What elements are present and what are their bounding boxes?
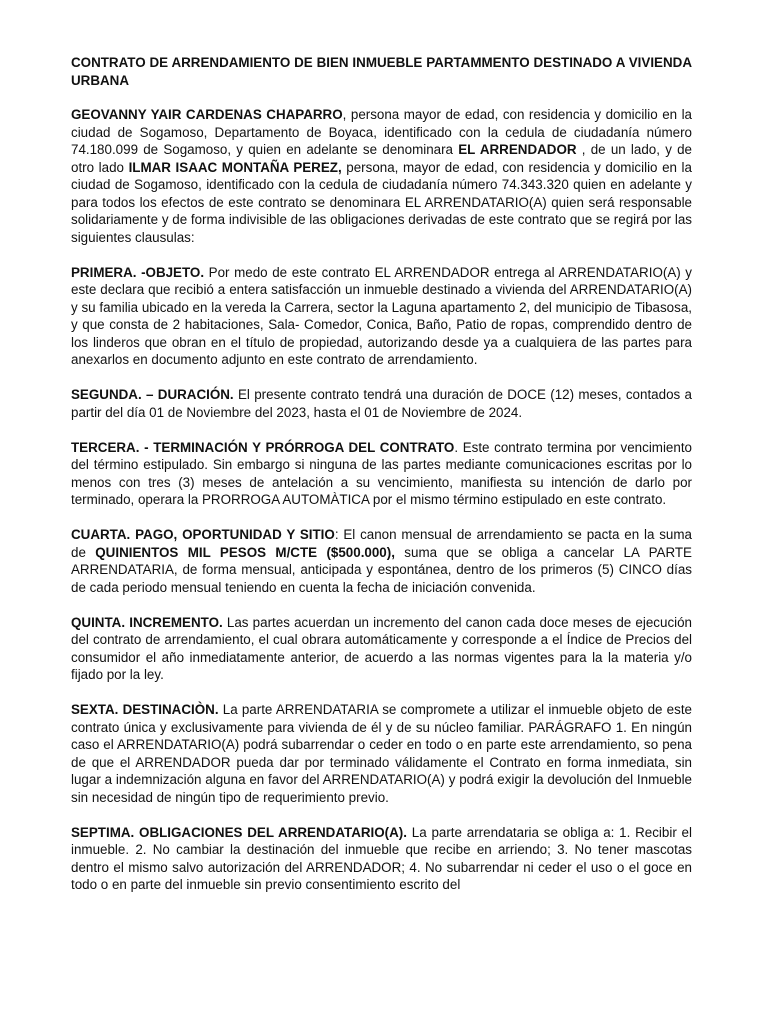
clause-cuarta-amount: QUINIENTOS MIL PESOS M/CTE ($500.000), <box>95 544 395 560</box>
clause-tercera-text: . Este contrato termina por vencimiento del término estipulado. Sin embargo si ninguna de las partes mediante comunicaciones escritas por lo menos con tres (3) meses de antelación a su vencimiento, manifiesta su intención de darlo por terminado, operara la PRORROGA AUTOMÀTICA por el mismo término estipulado en este contrato. <box>71 439 692 507</box>
clause-primera-heading: PRIMERA. -OBJETO. <box>71 264 205 280</box>
clause-primera <box>71 264 692 369</box>
intro-paragraph <box>71 106 692 246</box>
arrendador-label: EL ARRENDADOR <box>458 142 577 157</box>
clause-cuarta-text-1: : El canon mensual de arrendamiento se pacta en la suma de <box>71 527 692 560</box>
clause-segunda-heading: SEGUNDA. – DURACIÓN. <box>71 387 234 402</box>
clause-primera-text: Por medo de este contrato EL ARRENDADOR entrega al ARRENDATARIO(A) y este declara que recibió a entera satisfacción un inmueble destinado a vivienda del ARRENDATARIO(A) y su familia ubicado en la vereda la Carrera, sector la Laguna apartamento 2, del municipio de Tibasosa, y que consta de 2 habitaciones, Sala- Comedor, Conica, Baño, Patio de ropas, comprendido dentro de los linderos que obran en el título de propiedad, autorizando desde ya a cualquiera de las partes para anexarlos en documento adjunto en este contrato de arrendamiento. <box>71 264 692 367</box>
intro-text-1: , persona mayor de edad, con residencia y domicilio en la ciudad de Sogamoso, Departamento de Boyaca, identificado con la cedula de ciudadanía número 74.180.099 de Sogamoso, y quien en adelante se denominara <box>71 107 692 157</box>
arrendatario-name: ILMAR ISAAC MONTAÑA PEREZ, <box>128 159 342 175</box>
arrendador-name: GEOVANNY YAIR CARDENAS CHAPARRO <box>71 107 343 122</box>
clause-sexta <box>71 701 692 806</box>
intro-text-3: persona, mayor de edad, con residencia y domicilio en la ciudad de Sogamoso, identificado con la cedula de ciudadanía número 74.343.320 quien en adelante y para todos los efectos de este contrato se denominara EL ARRENDATARIO(A) quien será responsable solidariamente y de forma indivisible de las obligaciones derivadas de este contrato que se regirá por las siguientes clausulas: <box>71 159 692 245</box>
clause-quinta <box>71 614 692 684</box>
clause-cuarta-heading: CUARTA. PAGO, OPORTUNIDAD Y SITIO <box>71 527 335 542</box>
clause-tercera <box>71 439 692 509</box>
clause-quinta-heading: QUINTA. INCREMENTO. <box>71 614 223 630</box>
clause-segunda-text: El presente contrato tendrá una duración de DOCE (12) meses, contados a partir del día 01 de Noviembre del 2023, hasta el 01 de Noviembre de 2024. <box>71 387 692 420</box>
clause-segunda <box>71 386 692 421</box>
clause-septima-text: La parte arrendataria se obliga a: 1. Recibir el inmueble. 2. No cambiar la destinación del inmueble que recibe en arriendo; 3. No tener mascotas dentro el mismo salvo autorización del ARRENDADOR; 4. No subarrendar ni ceder el uso o el goce en todo o en parte del inmueble sin previo consentimiento escrito del <box>71 824 692 892</box>
clause-septima <box>71 824 692 894</box>
clause-sexta-heading: SEXTA. DESTINACIÒN. <box>71 702 219 717</box>
clause-quinta-text: Las partes acuerdan un incremento del canon cada doce meses de ejecución del contrato de arrendamiento, el cual obrara automáticamente y corresponde a el Índice de Precios del consumidor el año inmediatamente anterior, de acuerdo a las normas vigentes para la la materia y/o fijado por la ley. <box>71 614 693 682</box>
contract-title: CONTRATO DE ARRENDAMIENTO DE BIEN INMUEBLE PARTAMMENTO DESTINADO A VIVIENDA URBANA <box>71 55 692 88</box>
clause-sexta-text: La parte ARRENDATARIA se compromete a utilizar el inmueble objeto de este contrato única y exclusivamente para vivienda de él y de su núcleo familiar. PARÁGRAFO 1. En ningún caso el ARRENDATARIO(A) podrá subarrendar o ceder en todo o en parte este arrendamiento, so pena de que el ARRENDADOR pueda dar por terminado válidamente el Contrato en forma inmediata, sin lugar a indemnización alguna en favor del ARRENDATARIO(A) y podrá exigir la devolución del Inmueble sin necesidad de ningún tipo de requerimiento previo. <box>71 702 692 805</box>
clause-cuarta <box>71 526 692 596</box>
clause-cuarta-text-2: suma que se obliga a cancelar LA PARTE ARRENDATARIA, de forma mensual, anticipada y espontánea, dentro de los primeros (5) CINCO días de cada periodo mensual teniendo en cuenta la fecha de iniciación convenida. <box>71 544 692 595</box>
clause-septima-heading: SEPTIMA. OBLIGACIONES DEL ARRENDATARIO(A). <box>71 824 407 840</box>
clause-tercera-heading: TERCERA. - TERMINACIÓN Y PRÓRROGA DEL CONTRATO <box>71 439 455 455</box>
intro-text-2: , de un lado, y de otro lado <box>71 142 692 175</box>
